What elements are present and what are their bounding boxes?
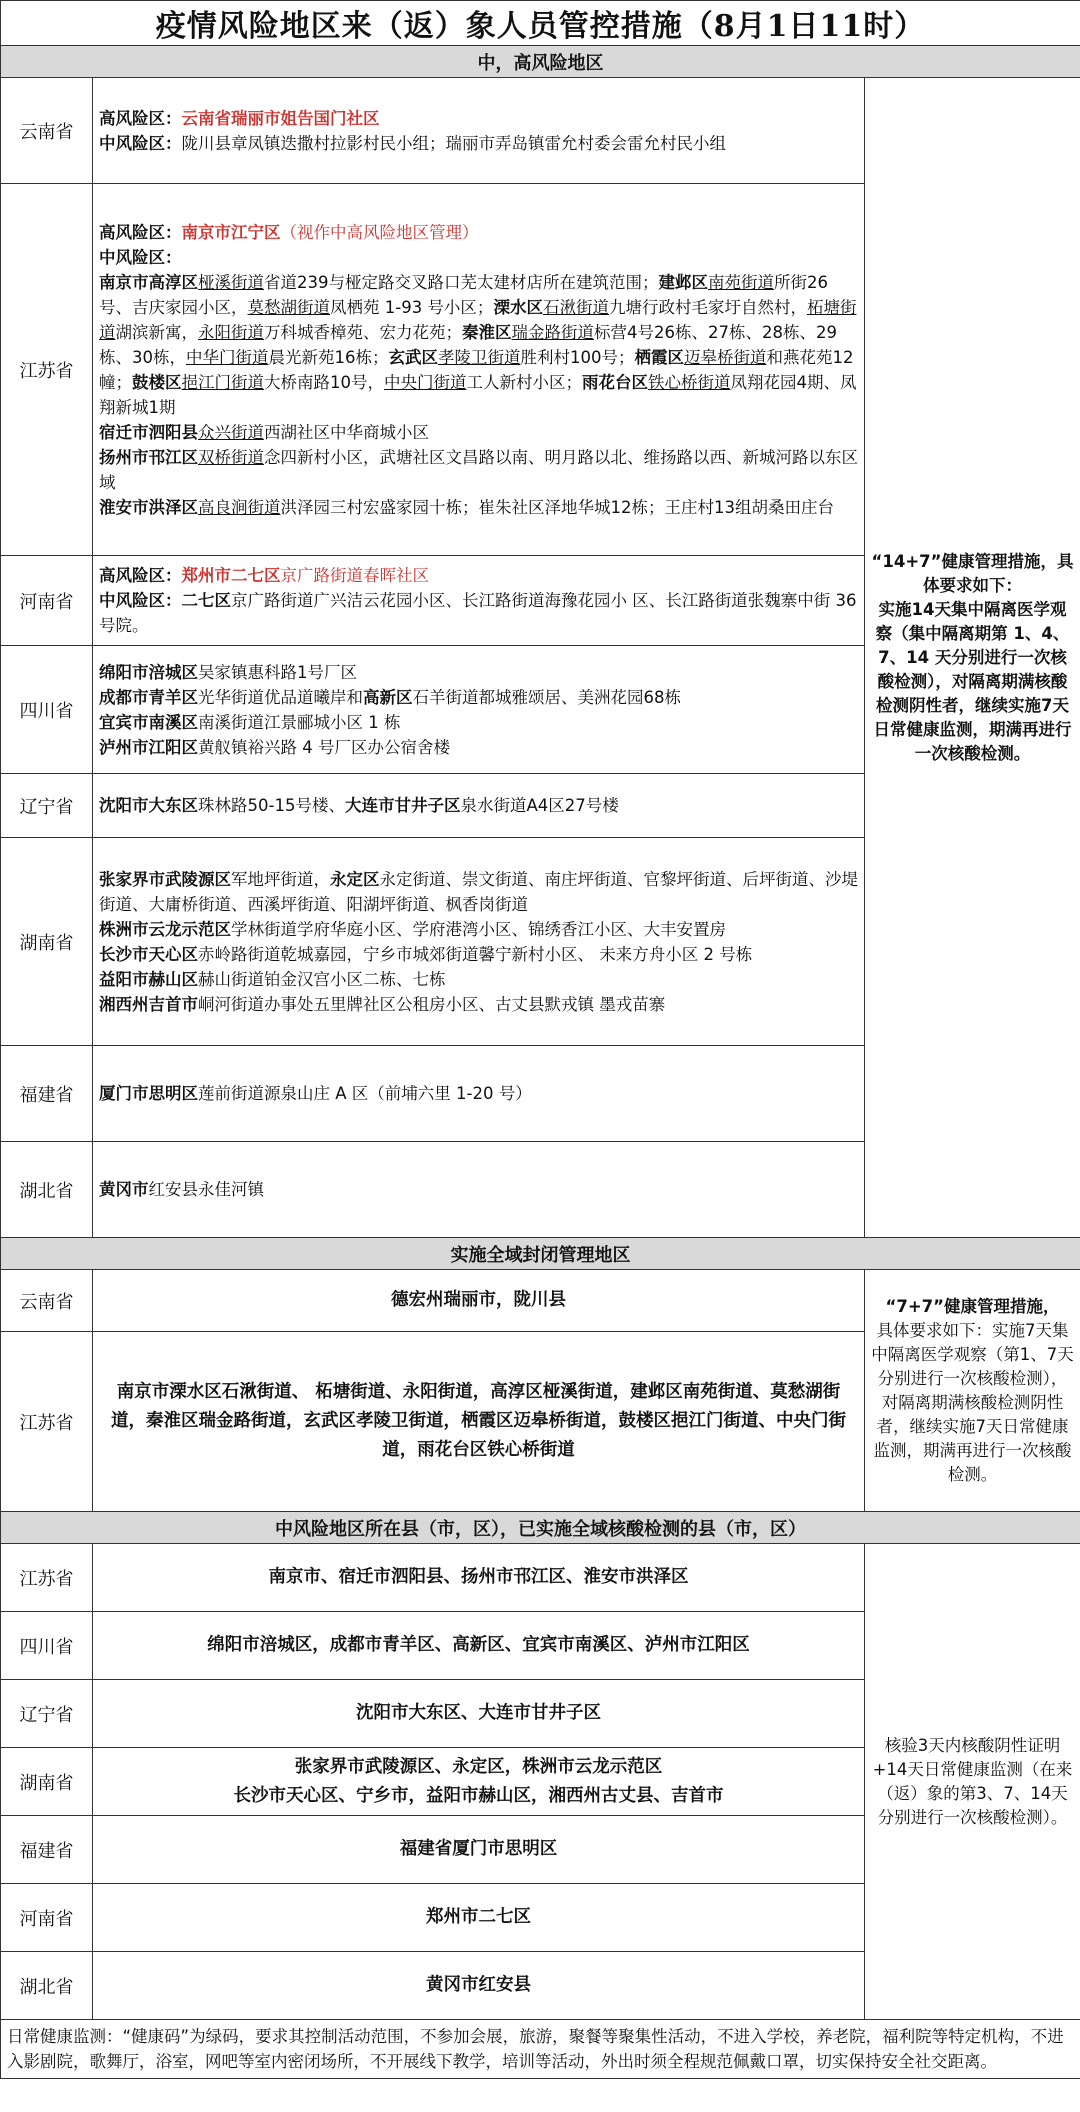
province-hunan-nucleic: 湖南省 xyxy=(1,1748,93,1816)
province-yunnan-lockdown: 云南省 xyxy=(1,1270,93,1332)
province-fujian: 福建省 xyxy=(1,1046,93,1142)
nucleic-jiangsu: 南京市、宿迁市泗阳县、扬州市邗江区、淮安市洪泽区 xyxy=(93,1544,865,1612)
nucleic-fujian: 福建省厦门市思明区 xyxy=(93,1816,865,1884)
province-hubei: 湖北省 xyxy=(1,1142,93,1238)
nucleic-hubei: 黄冈市红安县 xyxy=(93,1952,865,2020)
nucleic-sichuan: 绵阳市涪城区，成都市青羊区、高新区、宜宾市南溪区、泸州市江阳区 xyxy=(93,1612,865,1680)
nucleic-liaoning: 沈阳市大东区、大连市甘井子区 xyxy=(93,1680,865,1748)
province-hubei-nucleic: 湖北省 xyxy=(1,1952,93,2020)
province-sichuan: 四川省 xyxy=(1,646,93,774)
section-mid-high-risk: 中，高风险地区 xyxy=(1,46,1080,78)
province-sichuan-nucleic: 四川省 xyxy=(1,1612,93,1680)
lockdown-yunnan: 德宏州瑞丽市，陇川县 xyxy=(93,1270,865,1332)
hunan-risk-areas: 张家界市武陵源区军地坪街道，永定区永定街道、崇文街道、南庄坪街道、官黎坪街道、后坪街道、沙堤街道、大庸桥街道、西溪坪街道、阳湖坪街道、枫香岗街道 株洲市云龙示范区学林街道学府华庭小区、学府港湾小区、锦绣香江小区、大丰安置房 长沙市天心区赤岭路街道乾城嘉园，宁乡市城郊街道馨宁新村小区、 未来方舟小区 2 号栋 益阳市赫山区赫山街道铂金汉宫小区二栋、七栋 湘西州吉首市峒河街道办事处五里牌社区公租房小区、古丈县默戎镇 墨戎苗寨 xyxy=(93,838,865,1046)
measure-3-plus-14: 核验3天内核酸阴性证明+14天日常健康监测（在来（返）象的第3、7、14天分别进行一次核酸检测）。 xyxy=(865,1544,1080,2020)
province-hunan: 湖南省 xyxy=(1,838,93,1046)
province-fujian-nucleic: 福建省 xyxy=(1,1816,93,1884)
hubei-risk-areas: 黄冈市红安县永佳河镇 xyxy=(93,1142,865,1238)
fujian-risk-areas: 厦门市思明区莲前街道源泉山庄 A 区（前埔六里 1-20 号） xyxy=(93,1046,865,1142)
jiangsu-risk-areas: 高风险区：南京市江宁区（视作中高风险地区管理） 中风险区： 南京市高淳区桠溪街道省道239与桠定路交叉路口芜太建材店所在建筑范围；建邺区南苑街道所街26号、吉庆家园小区，莫愁湖街道凤栖苑 1-93 号小区；溧水区石湫街道九塘行政村毛家圩自然村，柘塘街道湖滨新寓，永阳街道万科城香樟苑、宏力花苑；秦淮区瑞金路街道标营4号26栋、27栋、28栋、29栋、30栋，中华门街道晨光新苑16栋；玄武区孝陵卫街道胜利村100号；栖霞区迈皋桥街道和燕花苑12幢；鼓楼区挹江门街道大桥南路10号，中央门街道工人新村小区；雨花台区铁心桥街道凤翔花园4期、凤翔新城1期 宿迁市泗阳县众兴街道西湖社区中华商城小区 扬州市邗江区双桥街道念四新村小区，武塘社区文昌路以南、明月路以北、维扬路以西、新城河路以东区域 淮安市洪泽区高良涧街道洪泽园三村宏盛家园十栋；崔朱社区泽地华城12栋；王庄村13组胡桑田庄台 xyxy=(93,184,865,556)
lockdown-jiangsu: 南京市溧水区石湫街道、 柘塘街道、永阳街道，高淳区桠溪街道，建邺区南苑街道、莫愁湖街道，秦淮区瑞金路街道，玄武区孝陵卫街道，栖霞区迈皋桥街道，鼓楼区挹江门街道、中央门街道，雨花台区铁心桥街道 xyxy=(93,1332,865,1512)
section-nucleic-testing: 中风险地区所在县（市，区），已实施全域核酸检测的县（市，区） xyxy=(1,1512,1080,1544)
liaoning-risk-areas: 沈阳市大东区珠林路50-15号楼、大连市甘井子区泉水街道A4区27号楼 xyxy=(93,774,865,838)
province-henan: 河南省 xyxy=(1,556,93,646)
henan-risk-areas: 高风险区：郑州市二七区京广路街道春晖社区 中风险区：二七区京广路街道广兴洁云花园小区、长江路街道海豫花园小 区、长江路街道张魏寨中街 36 号院。 xyxy=(93,556,865,646)
yunnan-risk-areas: 高风险区：云南省瑞丽市姐告国门社区 中风险区：陇川县章凤镇迭撒村拉影村民小组；瑞丽市弄岛镇雷允村委会雷允村民小组 xyxy=(93,78,865,184)
province-jiangsu-nucleic: 江苏省 xyxy=(1,1544,93,1612)
section-lockdown: 实施全域封闭管理地区 xyxy=(1,1238,1080,1270)
province-jiangsu: 江苏省 xyxy=(1,184,93,556)
province-yunnan: 云南省 xyxy=(1,78,93,184)
province-liaoning: 辽宁省 xyxy=(1,774,93,838)
province-henan-nucleic: 河南省 xyxy=(1,1884,93,1952)
page-title: 疫情风险地区来（返）象人员管控措施（8月1日11时） xyxy=(1,1,1080,46)
footer-daily-health-monitoring: 日常健康监测：“健康码”为绿码，要求其控制活动范围，不参加会展，旅游，聚餐等聚集性活动，不进入学校，养老院，福利院等特定机构，不进入影剧院，歌舞厅，浴室，网吧等室内密闭场所，不开展线下教学，培训等活动，外出时须全程规范佩戴口罩，切实保持安全社交距离。 xyxy=(1,2020,1080,2079)
province-liaoning-nucleic: 辽宁省 xyxy=(1,1680,93,1748)
sichuan-risk-areas: 绵阳市涪城区吴家镇惠科路1号厂区 成都市青羊区光华街道优品道曦岸和高新区石羊街道都城雅颂居、美洲花园68栋 宜宾市南溪区南溪街道江景郦城小区 1 栋 泸州市江阳区黄舣镇裕兴路 4 号厂区办公宿舍楼 xyxy=(93,646,865,774)
nucleic-henan: 郑州市二七区 xyxy=(93,1884,865,1952)
measure-14-plus-7: “14+7”健康管理措施，具体要求如下： 实施14天集中隔离医学观察（集中隔离期第 1、4、7、14 天分别进行一次核酸检测），对隔离期满核酸检测阴性者，继续实施7天日常健康监测，期满再进行一次核酸检测。 xyxy=(865,78,1080,1238)
measure-7-plus-7: “7+7”健康管理措施， 具体要求如下：实施7天集中隔离医学观察（第1、7天分别进行一次核酸检测），对隔离期满核酸检测阴性者，继续实施7天日常健康监测，期满再进行一次核酸检测。 xyxy=(865,1270,1080,1512)
province-jiangsu-lockdown: 江苏省 xyxy=(1,1332,93,1512)
nucleic-hunan: 张家界市武陵源区、永定区，株洲市云龙示范区 长沙市天心区、宁乡市，益阳市赫山区，湘西州古丈县、吉首市 xyxy=(93,1748,865,1816)
